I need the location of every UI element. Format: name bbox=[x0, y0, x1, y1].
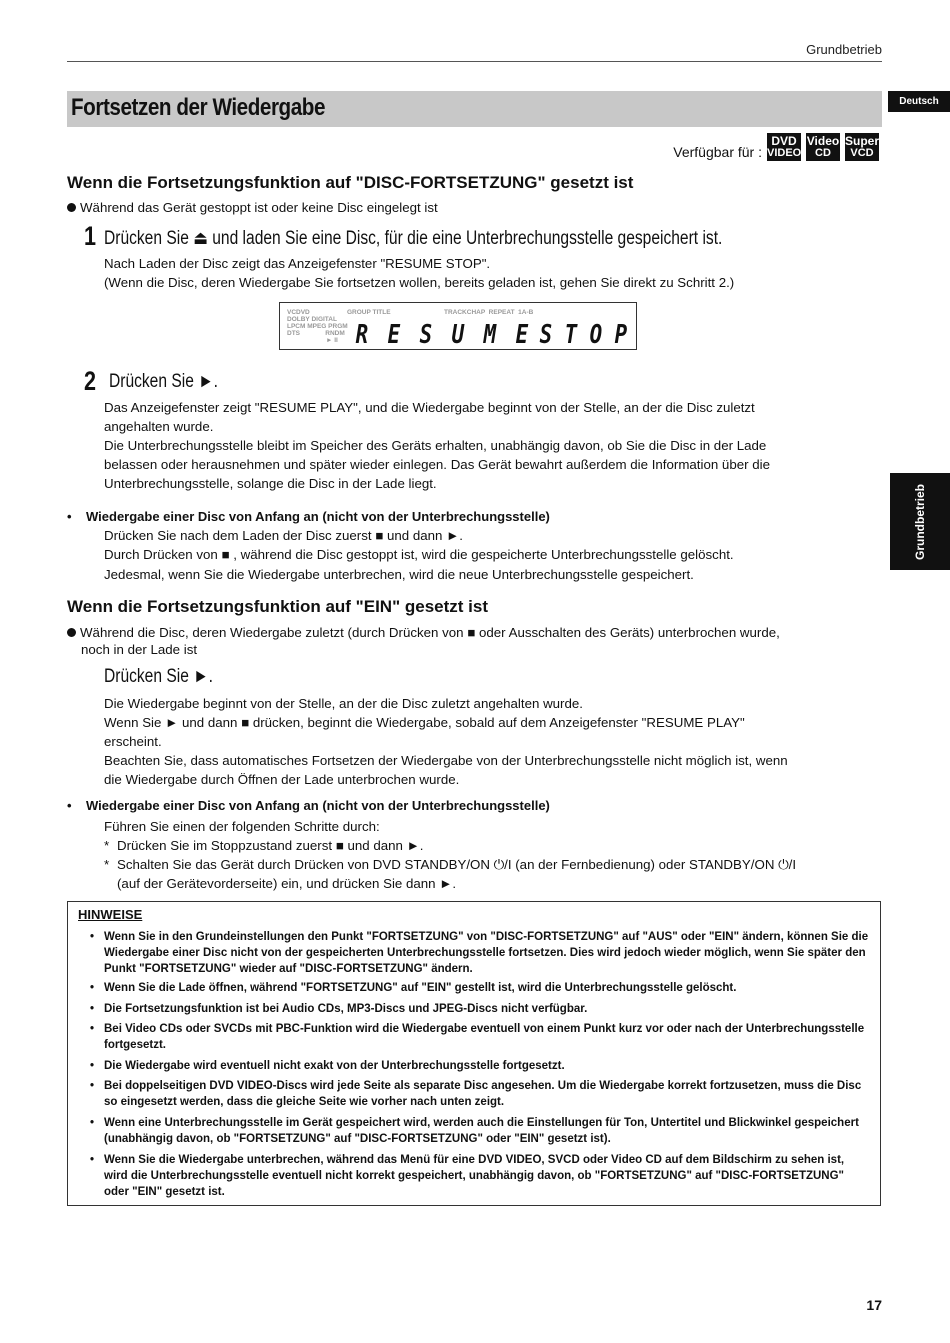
note-text: Bei doppelseitigen DVD VIDEO-Discs wird jede Seite als separate Disc angesehen. Um die Wiedergabe korrekt fortzusetzen, muss die Disc so eingesetzt werden, dass die gleiche Seite wie vorher nach unten zeigt. bbox=[104, 1080, 862, 1108]
chapter-tab bbox=[890, 473, 950, 570]
badge-line1: DVD bbox=[771, 134, 797, 148]
step1-text: Drücken Sie ⏏ und laden Sie eine Disc, für die eine Unterbrechungsstelle gespeichert ist. bbox=[104, 228, 723, 249]
tip2-item: * Drücken Sie im Stoppzustand zuerst ■ und dann ►. bbox=[104, 838, 424, 853]
note-item bbox=[90, 1152, 870, 1200]
note-text: Wenn eine Unterbrechungsstelle im Gerät gespeichert wird, werden auch die Einstellungen für Ton, Untertitel und Blickwinkel gespeichert (unabhängig davon, ob "FORTSETZUNG" auf "DISC-FORTSETZUNG" oder "EIN" gesetzt ist). bbox=[104, 1117, 859, 1145]
bullet-icon bbox=[67, 628, 76, 637]
tip1-line: Drücken Sie nach dem Laden der Disc zuerst ■ und dann ►. bbox=[104, 528, 463, 543]
bullet-icon: • bbox=[90, 1117, 95, 1129]
bullet-icon: • bbox=[90, 1060, 95, 1072]
bullet-icon: • bbox=[90, 1154, 95, 1166]
page-title: Fortsetzen der Wiedergabe bbox=[71, 94, 326, 121]
note-text: Die Fortsetzungsfunktion ist bei Audio CDs, MP3-Discs und JPEG-Discs nicht verfügbar. bbox=[104, 1003, 588, 1015]
section2-condition-cont: noch in der Lade ist bbox=[81, 642, 198, 657]
display-label: ► II bbox=[326, 337, 338, 344]
note-item bbox=[90, 1078, 870, 1110]
note-text: Wenn Sie die Wiedergabe unterbrechen, während das Menü für eine DVD VIDEO, SVCD oder Video CD auf dem Bildschirm zu sehen ist, wird die Unterbrechungsstelle eventuell nicht korrekt gespeichert, unabhängig davon, ob "FORTSETZUNG" auf "DISC-FORTSETZUNG" oder "EIN" gesetzt ist. bbox=[104, 1154, 845, 1198]
badge-line2: VCD bbox=[850, 147, 874, 159]
running-header: Grundbetrieb bbox=[806, 42, 882, 57]
section2-step-text: Drücken Sie ►. bbox=[104, 666, 213, 687]
display-char: P bbox=[614, 320, 628, 350]
display-panel bbox=[279, 302, 637, 350]
bullet-icon: • bbox=[67, 798, 72, 813]
badge-line1: Video bbox=[806, 134, 840, 148]
display-char: U bbox=[451, 320, 465, 350]
display-label: DTS RNDM bbox=[287, 330, 345, 337]
display-char: E bbox=[515, 320, 529, 350]
section2-heading: Wenn die Fortsetzungsfunktion auf "EIN" gesetzt ist bbox=[67, 597, 488, 616]
header-rule bbox=[67, 61, 882, 62]
section2-desc: erscheint. bbox=[104, 734, 162, 749]
tip2-intro: Führen Sie einen der folgenden Schritte durch: bbox=[104, 819, 380, 834]
dvd-video-badge bbox=[767, 133, 801, 161]
badge-line2: CD bbox=[815, 147, 831, 159]
display-label: LPCM MPEG PRGM bbox=[287, 323, 348, 330]
tip-heading-text: Wiedergabe einer Disc von Anfang an (nicht von der Unterbrechungsstelle) bbox=[86, 509, 550, 524]
note-item bbox=[90, 980, 870, 996]
bullet-icon: • bbox=[90, 1080, 95, 1092]
page-number: 17 bbox=[866, 1297, 882, 1313]
note-text: Wenn Sie die Lade öffnen, während "FORTSETZUNG" auf "EIN" gestellt ist, wird die Unterbrechungsstelle gelöscht. bbox=[104, 982, 737, 994]
step2-desc: Die Unterbrechungsstelle bleibt im Speicher des Geräts erhalten, unabhängig davon, ob Sie die Disc in der Lade bbox=[104, 438, 767, 453]
step2-desc: Unterbrechungsstelle, solange die Disc in der Lade liegt. bbox=[104, 476, 437, 491]
bullet-icon: • bbox=[90, 1003, 95, 1015]
step2-desc: angehalten wurde. bbox=[104, 419, 214, 434]
video-cd-badge bbox=[806, 133, 840, 161]
display-char: E bbox=[387, 320, 401, 350]
display-char: R bbox=[355, 320, 369, 350]
condition-text: Während das Gerät gestoppt ist oder keine Disc eingelegt ist bbox=[80, 200, 438, 215]
note-text: Wenn Sie in den Grundeinstellungen den Punkt "FORTSETZUNG" von "DISC-FORTSETZUNG" auf "AUS" oder "EIN" ändern, können Sie die Wiedergabe einer Disc nicht von der gespeicherten Unterbrechungsstelle fortsetzen. Dies wird jedoch wieder möglich, wenn Sie später den Punkt "FORTSETZUNG" wieder auf "DISC-FORTSETZUNG" ändern. bbox=[104, 931, 869, 975]
tip-item-text: Schalten Sie das Gerät durch Drücken von DVD STANDBY/ON ⏻/I (an der Fernbedienung) oder STANDBY/ON ⏻/I bbox=[117, 857, 797, 872]
step1-desc1: Nach Laden der Disc zeigt das Anzeigefenster "RESUME STOP". bbox=[104, 256, 491, 271]
step2-text: Drücken Sie ►. bbox=[109, 371, 218, 392]
display-char: S bbox=[539, 320, 553, 350]
note-item bbox=[90, 1001, 870, 1017]
tip-heading-text: Wiedergabe einer Disc von Anfang an (nicht von der Unterbrechungsstelle) bbox=[86, 798, 550, 813]
tip2-item: * Schalten Sie das Gerät durch Drücken von DVD STANDBY/ON ⏻/I (an der Fernbedienung) oder STANDBY/ON ⏻/I bbox=[104, 857, 797, 872]
display-label: TRACKCHAP REPEAT 1A-B bbox=[444, 309, 534, 316]
note-item bbox=[90, 1021, 870, 1053]
tip2-item-cont: (auf der Gerätevorderseite) ein, und drücken Sie dann ►. bbox=[117, 876, 457, 891]
display-label: VCDVD bbox=[287, 309, 310, 316]
condition-text: Während die Disc, deren Wiedergabe zuletzt (durch Drücken von ■ oder Ausschalten des Geräts) unterbrochen wurde, bbox=[80, 625, 780, 640]
super-vcd-badge bbox=[845, 133, 879, 161]
badge-line1: Super bbox=[845, 134, 880, 148]
section1-heading: Wenn die Fortsetzungsfunktion auf "DISC-FORTSETZUNG" gesetzt ist bbox=[67, 173, 634, 192]
bullet-icon bbox=[67, 203, 76, 212]
step1-number: 1 bbox=[84, 221, 97, 251]
step2-desc: belassen oder herausnehmen und später wieder einlegen. Das Gerät bewahrt außerdem die Information über die bbox=[104, 457, 770, 472]
display-char: O bbox=[589, 320, 603, 350]
chapter-tab-label: Grundbetrieb bbox=[913, 483, 927, 560]
section1-condition bbox=[67, 198, 438, 217]
tip1-line: Durch Drücken von ■ , während die Disc gestoppt ist, wird die gespeicherte Unterbrechungsstelle gelöscht. bbox=[104, 547, 734, 562]
note-item bbox=[90, 1058, 870, 1074]
display-char: M bbox=[483, 320, 497, 350]
note-text: Bei Video CDs oder SVCDs mit PBC-Funktion wird die Wiedergabe eventuell von einem Punkt kurz vor oder nach der Unterbrechungsstelle fortgesetzt. bbox=[104, 1023, 865, 1051]
display-char: T bbox=[564, 320, 578, 350]
tip1-heading bbox=[67, 507, 550, 526]
step2-number: 2 bbox=[84, 366, 97, 396]
note-item bbox=[90, 1115, 870, 1147]
note-text: Die Wiedergabe wird eventuell nicht exakt von der Unterbrechungsstelle fortgesetzt. bbox=[104, 1060, 565, 1072]
bullet-icon: • bbox=[67, 509, 72, 524]
section2-desc: die Wiedergabe durch Öffnen der Lade unterbrochen wurde. bbox=[104, 772, 460, 787]
display-label: GROUP TITLE bbox=[347, 309, 391, 316]
tip-item-text: Drücken Sie im Stoppzustand zuerst ■ und dann ►. bbox=[117, 838, 424, 853]
tip2-heading bbox=[67, 796, 550, 815]
available-label: Verfügbar für : bbox=[673, 144, 762, 160]
badge-line2: VIDEO bbox=[767, 147, 802, 159]
note-item bbox=[90, 929, 870, 977]
bullet-icon: • bbox=[90, 931, 95, 943]
step1-desc2: (Wenn die Disc, deren Wiedergabe Sie fortsetzen wollen, bereits geladen ist, gehen Sie direkt zu Schritt 2.) bbox=[104, 275, 735, 290]
section2-desc: Die Wiedergabe beginnt von der Stelle, an der die Disc zuletzt angehalten wurde. bbox=[104, 696, 583, 711]
section2-desc: Beachten Sie, dass automatisches Fortsetzen der Wiedergabe von der Unterbrechungsstelle nicht möglich ist, wenn bbox=[104, 753, 788, 768]
bullet-icon: • bbox=[90, 982, 95, 994]
language-tab: Deutsch bbox=[888, 91, 950, 112]
notes-heading: HINWEISE bbox=[78, 907, 143, 922]
tip1-line: Jedesmal, wenn Sie die Wiedergabe unterbrechen, wird die neue Unterbrechungsstelle gespeichert. bbox=[104, 567, 694, 582]
section2-desc: Wenn Sie ► und dann ■ drücken, beginnt die Wiedergabe, sobald auf dem Anzeigefenster "RESUME PLAY" bbox=[104, 715, 745, 730]
step2-desc: Das Anzeigefenster zeigt "RESUME PLAY", und die Wiedergabe beginnt von der Stelle, an der die Disc zuletzt bbox=[104, 400, 755, 415]
display-label: DOLBY DIGITAL bbox=[287, 316, 337, 323]
display-char: S bbox=[419, 320, 433, 350]
bullet-icon: • bbox=[90, 1023, 95, 1035]
